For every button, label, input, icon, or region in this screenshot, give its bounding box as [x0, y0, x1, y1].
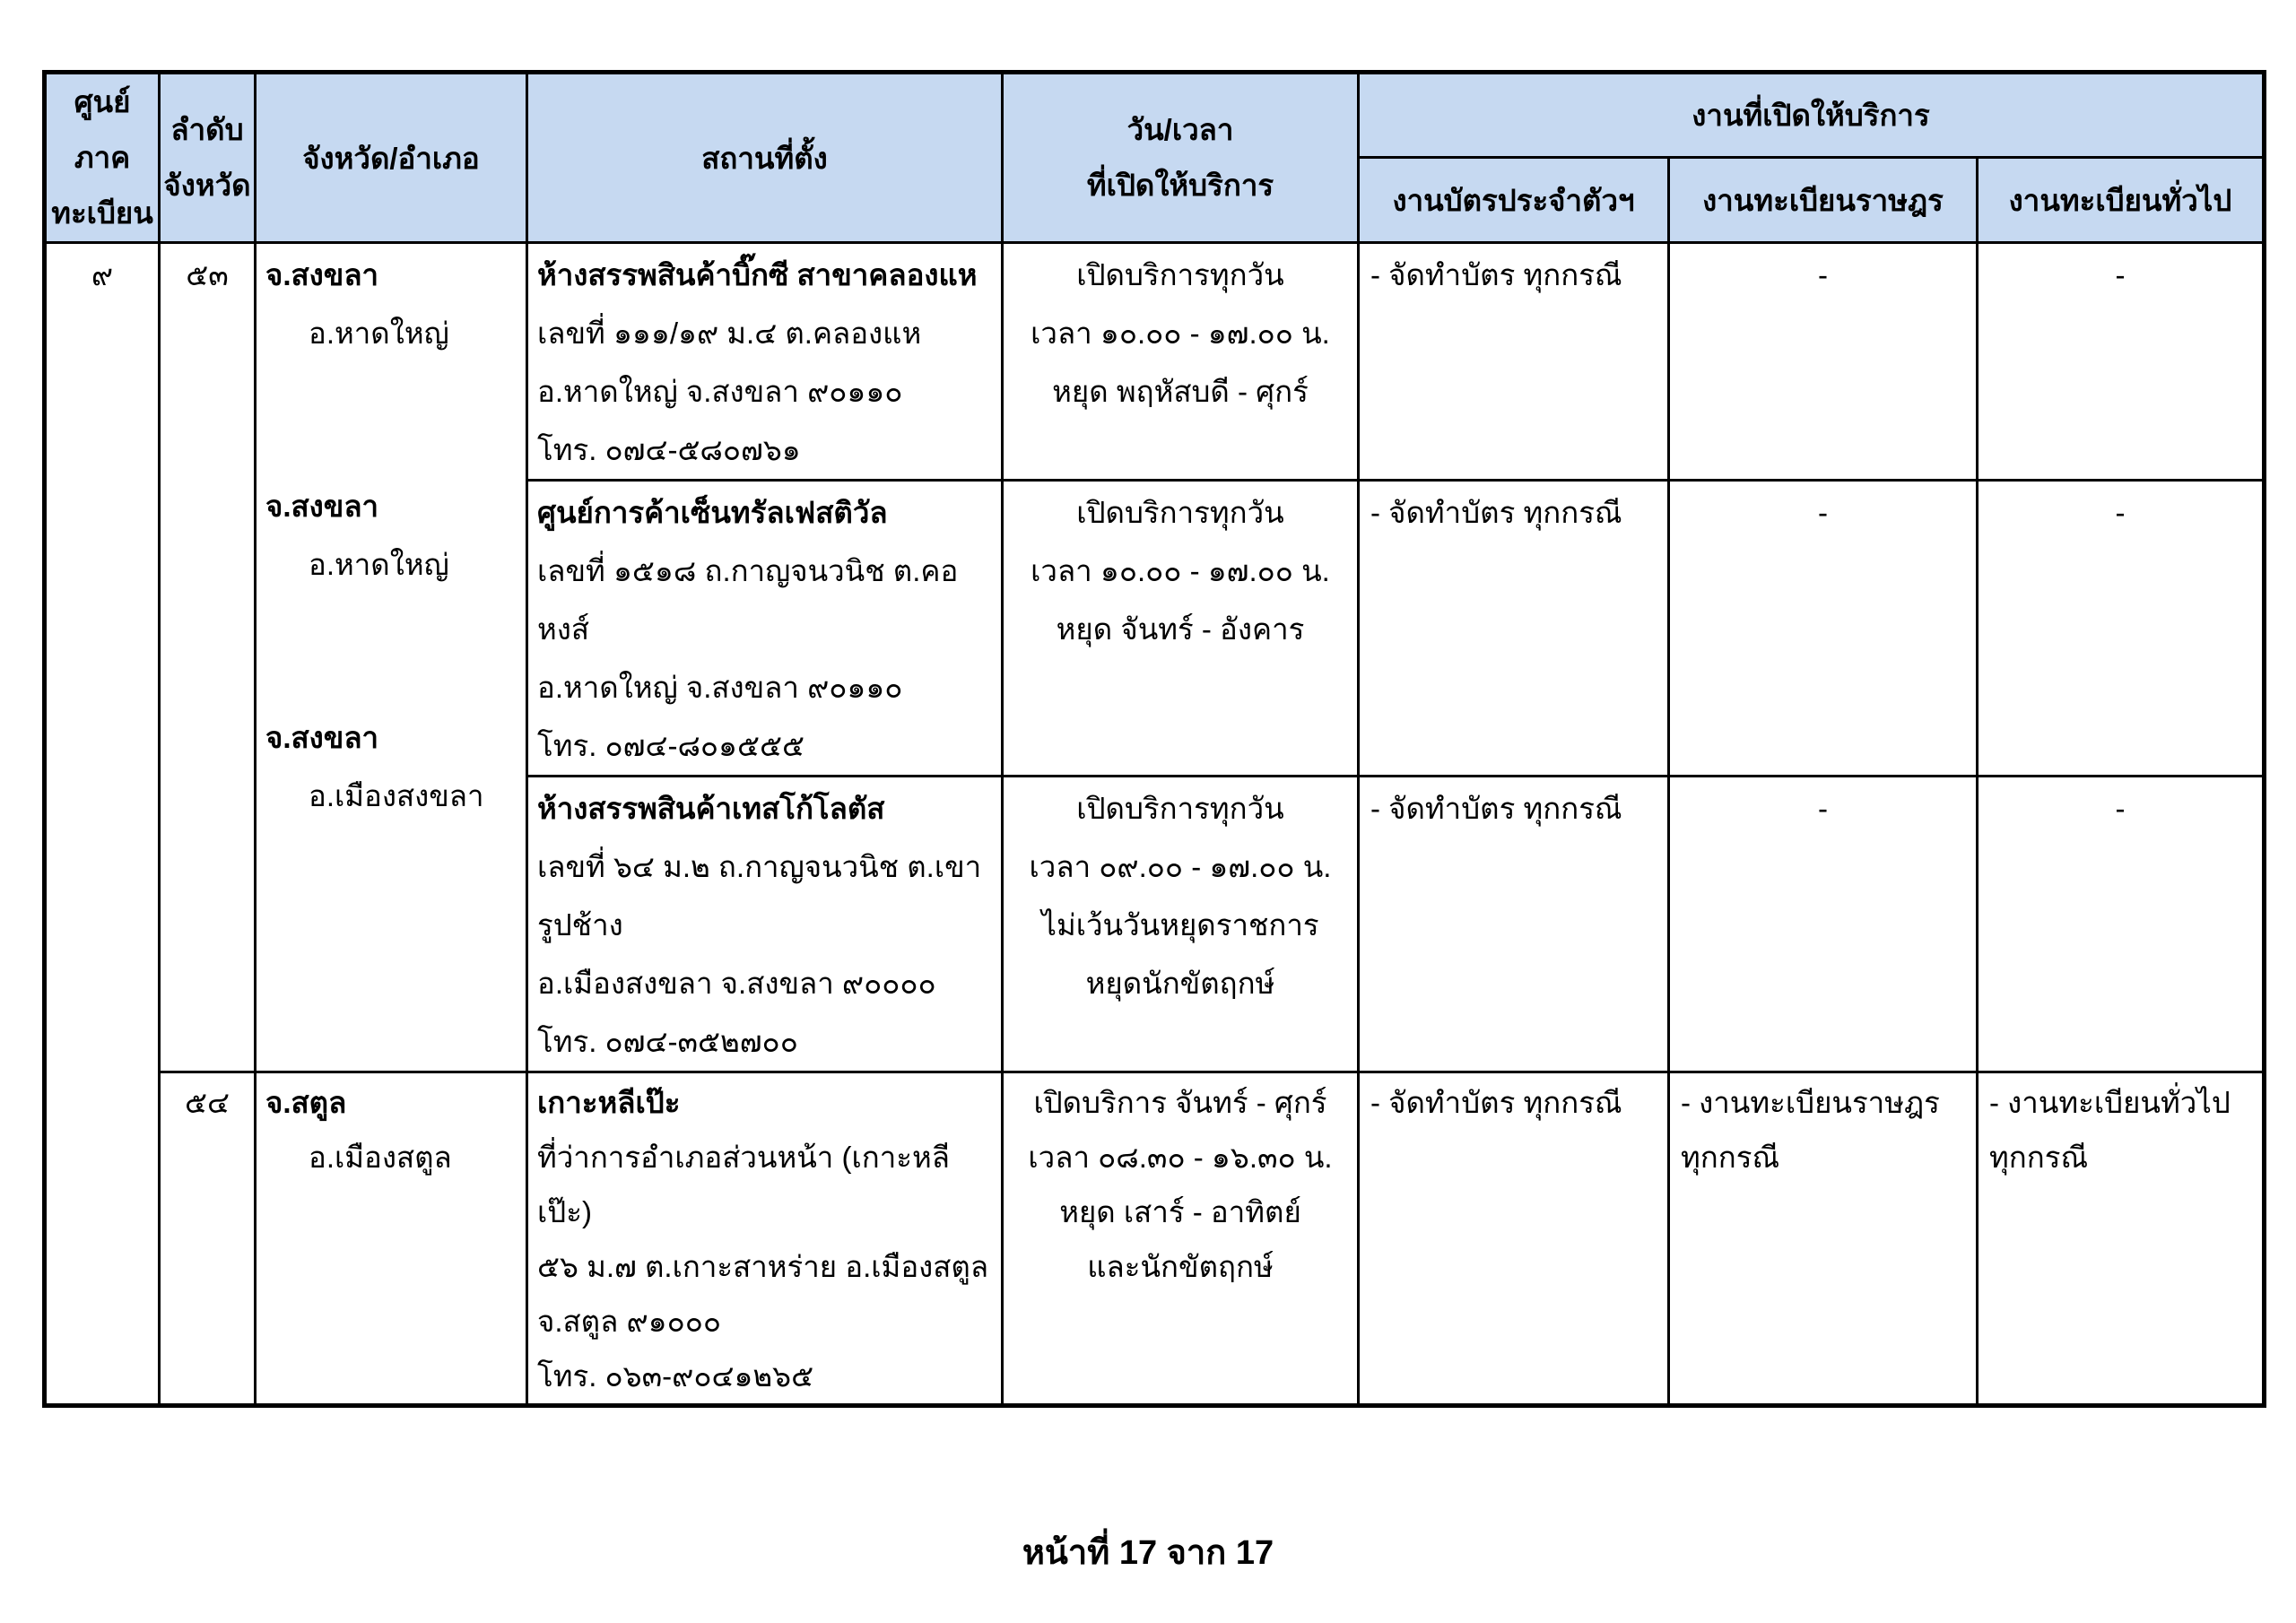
header-order-line1: ลำดับ [170, 113, 244, 146]
location-line: จ.สตูล ๙๑๐๐๐ [537, 1305, 722, 1338]
header-service-civil: งานทะเบียนราษฎร [1669, 158, 1978, 243]
location-line: ที่ว่าการอำเภอส่วนหน้า (เกาะหลีเป๊ะ) [537, 1141, 950, 1228]
schedule-line: เปิดบริการทุกวัน [1076, 792, 1284, 825]
location-phone: โทร. ๐๗๔-๕๘๐๗๖๑ [537, 433, 801, 466]
header-datetime-line2: ที่เปิดให้บริการ [1086, 169, 1274, 202]
location-name: ห้างสรรพสินค้าบิ๊กซี สาขาคลองแห [537, 258, 978, 291]
cell-service-idcard [1359, 777, 1669, 1072]
schedule-line: หยุด พฤหัสบดี - ศุกร์ [1052, 375, 1309, 408]
province-name: จ.สตูล [265, 1086, 347, 1119]
location-name: ศูนย์การค้าเซ็นทรัลเฟสติวัล [537, 496, 888, 529]
cell-province-district [256, 1072, 527, 1406]
cell-service-civil [1669, 243, 1978, 481]
cell-schedule [1003, 243, 1359, 481]
schedule-line: เวลา ๐๙.๐๐ - ๑๗.๐๐ น. [1029, 850, 1332, 883]
service-general-value: - [2115, 496, 2126, 529]
location-phone: โทร. ๐๗๔-๓๕๒๗๐๐ [537, 1025, 798, 1058]
service-general-value: - [2115, 258, 2126, 291]
cell-service-general [1978, 777, 2265, 1072]
header-datetime [1003, 73, 1359, 243]
cell-service-civil [1669, 481, 1978, 777]
cell-location [527, 481, 1003, 777]
header-province-order [160, 73, 256, 243]
location-line: เลขที่ ๖๔ ม.๒ ถ.กาญจนวนิช ต.เขารูปช้าง [537, 850, 982, 942]
schedule-line: เปิดบริการ จันทร์ - ศุกร์ [1033, 1086, 1327, 1119]
service-general-line: ทุกกรณี [1989, 1141, 2089, 1174]
location-line: อ.หาดใหญ่ จ.สงขลา ๙๐๑๑๐ [537, 375, 903, 408]
table-row [45, 1072, 2265, 1406]
header-province-district: จังหวัด/อำเภอ [256, 73, 527, 243]
location-name: เกาะหลีเป๊ะ [537, 1086, 681, 1119]
service-civil-line: ทุกกรณี [1681, 1141, 1780, 1174]
province-block [257, 708, 526, 939]
cell-location [527, 243, 1003, 481]
cell-province-order-54 [160, 1072, 256, 1406]
province-name: จ.สงขลา [265, 490, 379, 523]
province-block [257, 246, 526, 477]
schedule-line: หยุด จันทร์ - อังคาร [1056, 612, 1305, 646]
district-name: อ.หาดใหญ่ [309, 548, 449, 581]
province-name: จ.สงขลา [265, 258, 379, 291]
location-line: อ.หาดใหญ่ จ.สงขลา ๙๐๑๑๐ [537, 671, 903, 704]
header-datetime-line1: วัน/เวลา [1126, 113, 1234, 146]
cell-schedule [1003, 777, 1359, 1072]
header-region-center [45, 73, 160, 243]
table-header [45, 73, 2265, 243]
province-block [257, 1075, 526, 1185]
province-block [257, 477, 526, 708]
location-name: ห้างสรรพสินค้าเทสโก้โลตัส [537, 792, 885, 825]
service-centers-table [42, 70, 2266, 1408]
service-idcard-value: - จัดทำบัตร ทุกกรณี [1370, 792, 1622, 825]
header-region-line1: ศูนย์ภาค [74, 85, 131, 174]
header-services-group: งานที่เปิดให้บริการ [1359, 73, 2265, 158]
table-row [45, 243, 2265, 481]
schedule-line: เวลา ๑๐.๐๐ - ๑๗.๐๐ น. [1031, 554, 1330, 587]
cell-province-district-group [256, 243, 527, 1072]
cell-service-general [1978, 481, 2265, 777]
schedule-line: เปิดบริการทุกวัน [1076, 496, 1284, 529]
location-line: อ.เมืองสงขลา จ.สงขลา ๙๐๐๐๐ [537, 967, 936, 1000]
service-idcard-value: - จัดทำบัตร ทุกกรณี [1370, 496, 1622, 529]
table-body [45, 243, 2265, 1406]
header-service-idcard: งานบัตรประจำตัวฯ [1359, 158, 1669, 243]
district-name: อ.หาดใหญ่ [309, 317, 449, 350]
cell-schedule [1003, 481, 1359, 777]
cell-service-general [1978, 1072, 2265, 1406]
schedule-line: เวลา ๐๘.๓๐ - ๑๖.๓๐ น. [1028, 1141, 1333, 1174]
location-line: ๕๖ ม.๗ ต.เกาะสาหร่าย อ.เมืองสตูล [537, 1250, 989, 1283]
province-order-value: ๕๓ [186, 258, 229, 291]
header-service-general: งานทะเบียนทั่วไป [1978, 158, 2265, 243]
district-name: อ.เมืองสตูล [309, 1141, 452, 1174]
cell-region-center [45, 243, 160, 1406]
district-name: อ.เมืองสงขลา [309, 779, 484, 812]
service-idcard-value: - จัดทำบัตร ทุกกรณี [1370, 258, 1622, 291]
page-number: หน้าที่ 17 จาก 17 [1022, 1534, 1274, 1572]
service-civil-line: - งานทะเบียนราษฎร [1681, 1086, 1940, 1119]
schedule-line: ไม่เว้นวันหยุดราชการ [1041, 908, 1319, 942]
province-order-value: ๕๔ [185, 1086, 230, 1119]
header-region-line2: ทะเบียน [51, 196, 153, 230]
service-civil-value: - [1818, 496, 1828, 529]
cell-service-civil [1669, 777, 1978, 1072]
cell-schedule [1003, 1072, 1359, 1406]
province-name: จ.สงขลา [265, 721, 379, 754]
service-civil-value: - [1818, 792, 1828, 825]
service-general-value: - [2115, 792, 2126, 825]
cell-location [527, 777, 1003, 1072]
region-center-value: ๙ [91, 258, 114, 291]
cell-service-general [1978, 243, 2265, 481]
schedule-line: และนักขัตฤกษ์ [1087, 1250, 1274, 1283]
cell-location [527, 1072, 1003, 1406]
cell-service-idcard [1359, 243, 1669, 481]
location-phone: โทร. ๐๗๔-๘๐๑๕๕๕ [537, 729, 804, 762]
service-general-line: - งานทะเบียนทั่วไป [1989, 1086, 2231, 1119]
cell-service-idcard [1359, 481, 1669, 777]
location-line: เลขที่ ๑๑๑/๑๙ ม.๔ ต.คลองแห [537, 317, 922, 350]
header-location: สถานที่ตั้ง [527, 73, 1003, 243]
cell-service-idcard [1359, 1072, 1669, 1406]
schedule-line: เวลา ๑๐.๐๐ - ๑๗.๐๐ น. [1031, 317, 1330, 350]
location-phone: โทร. ๐๖๓-๙๐๔๑๒๖๕ [537, 1359, 814, 1393]
schedule-line: เปิดบริการทุกวัน [1076, 258, 1284, 291]
schedule-line: หยุด เสาร์ - อาทิตย์ [1059, 1195, 1301, 1228]
cell-service-civil [1669, 1072, 1978, 1406]
location-line: เลขที่ ๑๕๑๘ ถ.กาญจนวนิช ต.คอหงส์ [537, 554, 959, 646]
service-idcard-value: - จัดทำบัตร ทุกกรณี [1370, 1086, 1622, 1119]
header-order-line2: จังหวัด [163, 169, 251, 202]
schedule-line: หยุดนักขัตฤกษ์ [1085, 967, 1275, 1000]
service-civil-value: - [1818, 258, 1828, 291]
cell-province-order-53 [160, 243, 256, 1072]
